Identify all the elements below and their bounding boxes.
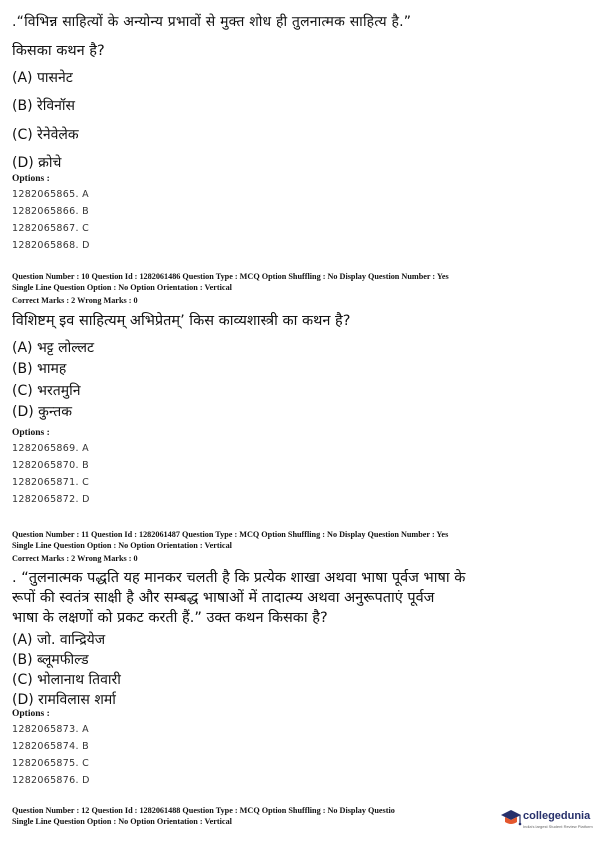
q10-choice-d: (D) कुन्तक — [12, 404, 72, 420]
logo-wordmark: collegedunia — [523, 810, 591, 822]
graduate-cap-icon — [500, 808, 522, 832]
q11-question-text: . “तुलनात्मक पद्धति यह मानकर चलती है कि प्रत्येक शाखा अथवा भाषा पूर्वज भाषा के — [12, 570, 466, 586]
q11-choice-c: (C) भोलानाथ तिवारी — [12, 672, 121, 688]
q11-option-a: 1282065873. A — [12, 724, 89, 735]
q10-options-label: Options : — [12, 428, 50, 438]
q12-meta-2: Single Line Question Option : No Option Orientation : Vertical — [12, 817, 232, 826]
q11-meta: Question Number : 11 Question Id : 1282061487 Question Type : MCQ Option Shuffling : No Display Question Number : Yes — [12, 530, 449, 539]
q10-option-c: 1282065871. C — [12, 477, 90, 488]
q10-choice-b: (B) भामह — [12, 361, 67, 377]
q9-options-label: Options : — [12, 174, 50, 184]
q11-option-c: 1282065875. C — [12, 758, 90, 769]
q9-option-a: 1282065865. A — [12, 189, 89, 200]
q11-options-label: Options : — [12, 709, 50, 719]
q10-choice-c: (C) भरतमुनि — [12, 383, 81, 399]
q10-meta-2: Single Line Question Option : No Option Orientation : Vertical — [12, 283, 232, 292]
q11-marks: Correct Marks : 2 Wrong Marks : 0 — [12, 554, 138, 563]
q9-option-b: 1282065866. B — [12, 206, 89, 217]
q9-choice-d: (D) क्रोचे — [12, 155, 62, 171]
q9-option-c: 1282065867. C — [12, 223, 90, 234]
q10-choice-a: (A) भट्ट लोल्लट — [12, 340, 95, 356]
q9-question-text-2: किसका कथन है? — [12, 43, 105, 59]
q9-option-d: 1282065868. D — [12, 240, 90, 251]
q12-meta: Question Number : 12 Question Id : 1282061488 Question Type : MCQ Option Shuffling : No Display Questio — [12, 806, 395, 815]
q11-option-b: 1282065874. B — [12, 741, 89, 752]
q11-choice-b: (B) ब्लूमफील्ड — [12, 652, 89, 668]
q10-option-d: 1282065872. D — [12, 494, 90, 505]
q9-question-text: .“विभिन्न साहित्यों के अन्योन्य प्रभावों से मुक्त शोध ही तुलनात्मक साहित्य है.” — [12, 14, 412, 30]
collegedunia-logo — [500, 808, 592, 834]
q11-question-text-3: भाषा के लक्षणों को प्रकट करती हैं.” उक्त कथन किसका है? — [12, 610, 328, 626]
q11-meta-2: Single Line Question Option : No Option Orientation : Vertical — [12, 541, 232, 550]
q11-option-d: 1282065876. D — [12, 775, 90, 786]
q9-choice-c: (C) रेनेवेलेक — [12, 127, 79, 143]
q10-meta: Question Number : 10 Question Id : 1282061486 Question Type : MCQ Option Shuffling : No Display Question Number : Yes — [12, 272, 449, 281]
q11-question-text-2: रूपों की स्वतंत्र साक्षी है और सम्बद्ध भाषाओं में तादात्म्य अथवा अनुरूपताएं पूर्वज — [12, 590, 435, 606]
q9-choice-b: (B) रेविनॉस — [12, 98, 75, 114]
q11-choice-d: (D) रामविलास शर्मा — [12, 692, 116, 708]
q9-choice-a: (A) पासनेट — [12, 70, 73, 86]
logo-tagline: India's largest Student Review Platform — [523, 824, 593, 829]
q11-choice-a: (A) जो. वान्द्रियेज — [12, 632, 106, 648]
q10-option-b: 1282065870. B — [12, 460, 89, 471]
q10-marks: Correct Marks : 2 Wrong Marks : 0 — [12, 296, 138, 305]
q10-option-a: 1282065869. A — [12, 443, 89, 454]
q10-question-text: विशिष्टम् इव साहित्यम् अभिप्रेतम्’ किस काव्यशास्त्री का कथन है? — [12, 313, 351, 329]
